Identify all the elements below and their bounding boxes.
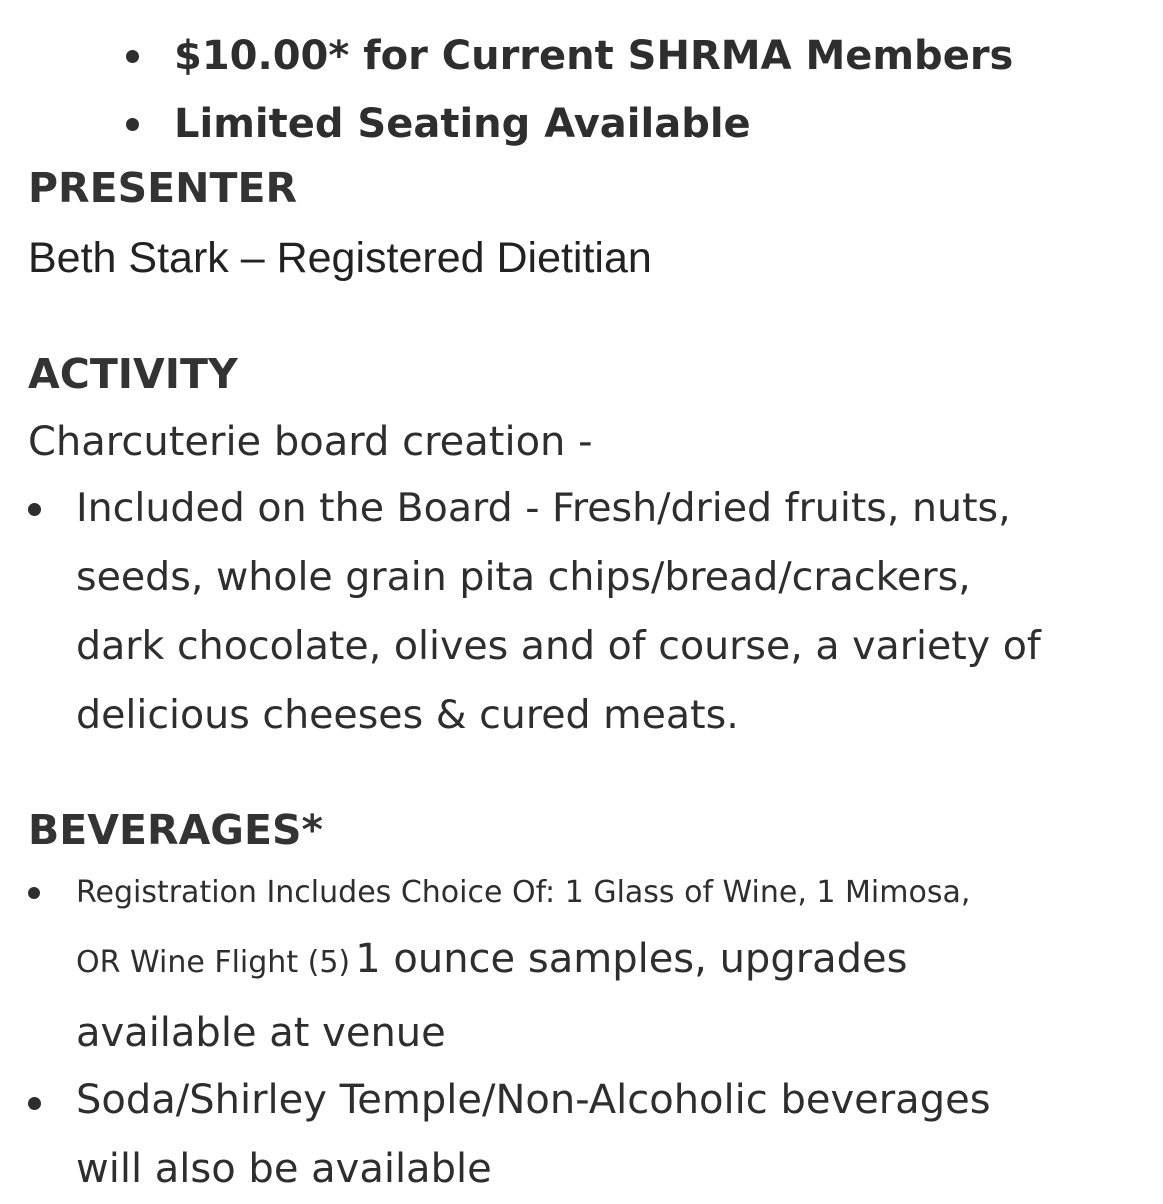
activity-item [28,474,1148,750]
pricing-list [126,22,1013,158]
beverage-item [28,1066,1148,1204]
wine-flight-text: OR Wine Flight (5) [76,945,351,980]
activity-item-line: seeds, whole grain pita chips/bread/crackers, [76,554,971,600]
beverage-item-line: Registration Includes Choice Of: 1 Glass of Wine, 1 Mimosa, [76,875,971,910]
beverage-item-line: Soda/Shirley Temple/Non-Alcoholic beverages [76,1077,991,1123]
bullet-icon [126,50,139,63]
bullet-icon [126,118,139,131]
activity-list [28,474,1148,750]
beverage-item-line [76,926,1148,1000]
bullet-icon [28,887,40,899]
presenter-heading: PRESENTER [28,164,298,212]
beverages-list [28,860,1148,1204]
bullet-icon [28,1097,41,1110]
beverage-item-line: will also be available [76,1146,492,1192]
bullet-icon [28,503,41,516]
samples-text: 1 ounce samples, upgrades [355,936,908,982]
pricing-item [126,90,1013,158]
pricing-item-text: Limited Seating Available [174,101,751,147]
activity-item-line: delicious cheeses & cured meats. [76,692,739,738]
activity-heading: ACTIVITY [28,350,238,398]
activity-intro: Charcuterie board creation - [28,419,593,465]
presenter-name: Beth Stark – Registered Dietitian [28,234,652,282]
beverage-item [28,860,1148,1066]
beverage-item-line: available at venue [76,1010,446,1056]
pricing-item [126,22,1013,90]
activity-item-line: dark chocolate, olives and of course, a variety of [76,623,1041,669]
beverages-heading: BEVERAGES* [28,806,323,854]
pricing-item-text: $10.00* for Current SHRMA Members [174,33,1014,79]
activity-item-line: Included on the Board - Fresh/dried fruits, nuts, [76,485,1011,531]
